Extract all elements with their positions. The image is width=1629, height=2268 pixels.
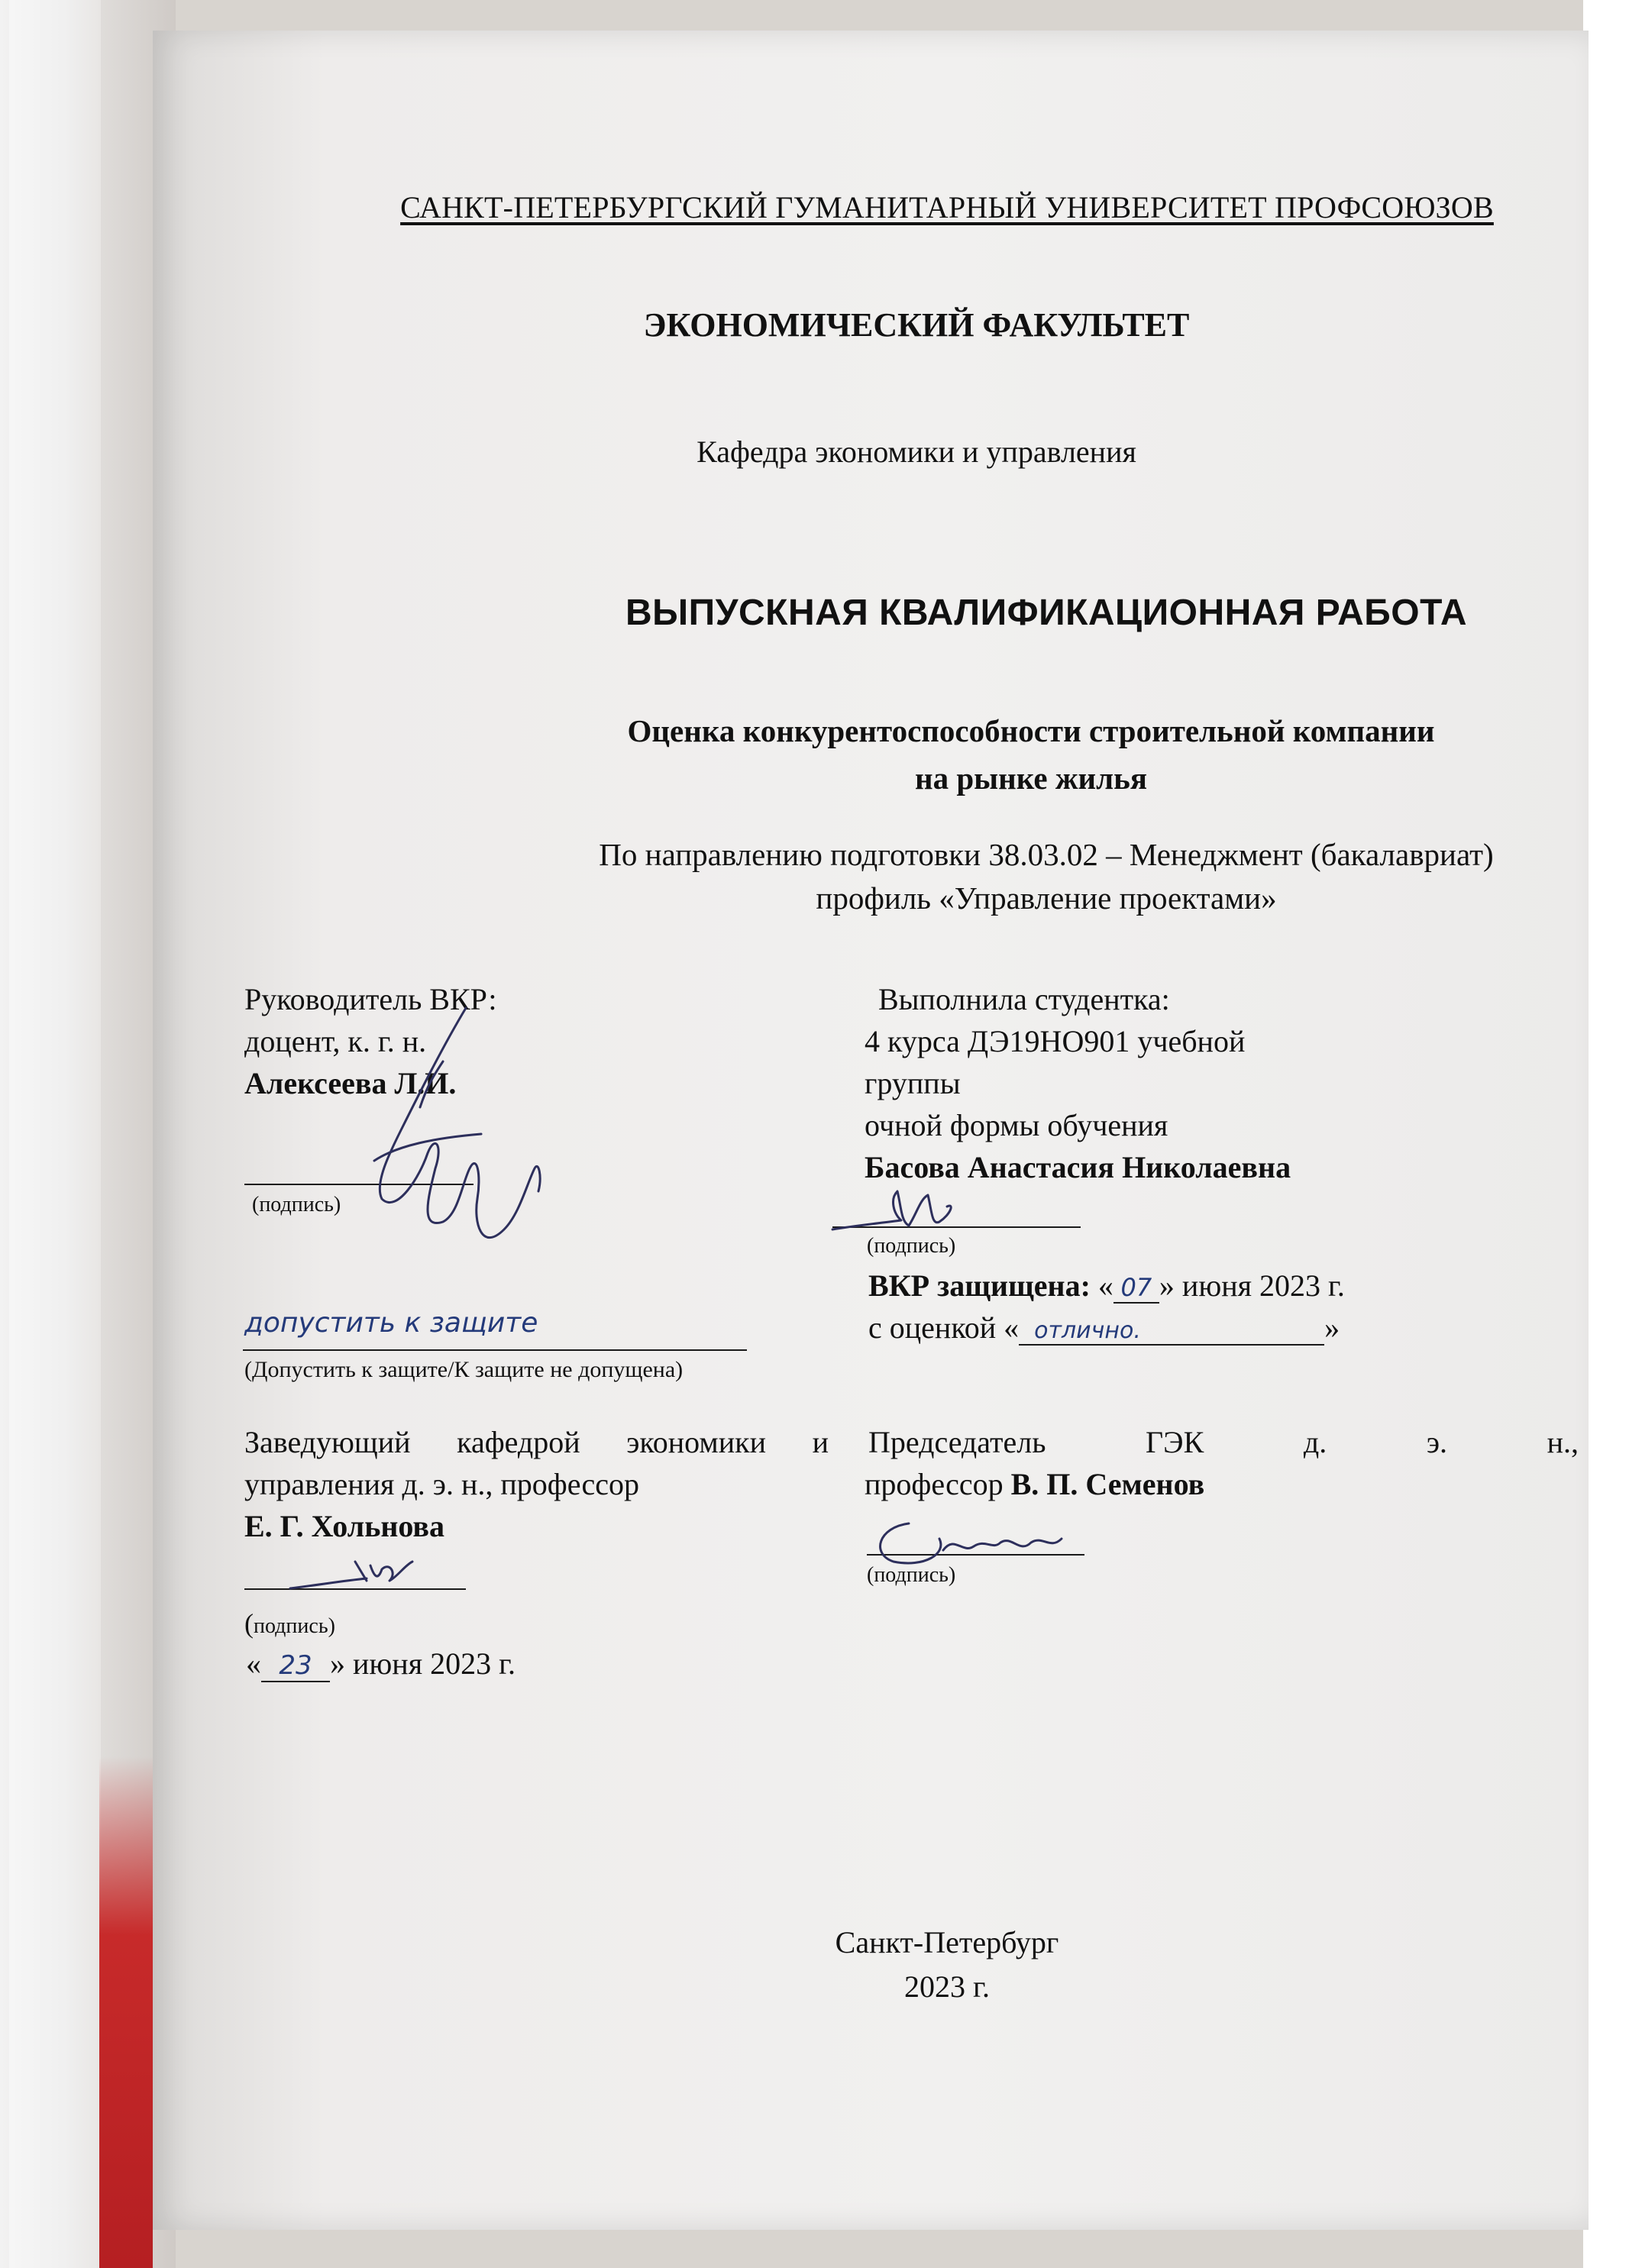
student-name: Басова Анастасия Николаевна — [865, 1150, 1291, 1184]
student-group: группы — [865, 1066, 961, 1100]
head-caption-paren: ( — [244, 1608, 254, 1639]
head-date-day: 23 — [261, 1650, 330, 1682]
student-signature — [825, 1184, 993, 1245]
defense-grade: отлично. — [1019, 1317, 1324, 1346]
chairman-position: профессор — [865, 1467, 1011, 1501]
chairman-signature-caption: (подпись) — [867, 1563, 956, 1587]
head-word-4: и — [812, 1425, 829, 1459]
defense-grade-suffix: » — [1324, 1310, 1340, 1345]
binder-cover — [9, 0, 101, 2268]
student-form: очной формы обучения — [865, 1108, 1168, 1142]
head-word-2: кафедрой — [457, 1425, 580, 1459]
work-topic-line-1: Оценка конкурентоспособности строительной компании — [627, 713, 1435, 748]
defense-day: 07 — [1113, 1273, 1159, 1304]
admission-handwritten: допустить к защите — [244, 1307, 538, 1339]
title-page — [153, 31, 1589, 2230]
student-label: Выполнила студентка: — [878, 982, 1170, 1016]
chairman-word-5: н., — [1547, 1425, 1579, 1459]
head-title-line-1 — [244, 1424, 829, 1460]
head-word-1: Заведующий — [244, 1425, 411, 1459]
defense-date-rest: » июня 2023 г. — [1159, 1268, 1345, 1303]
supervisor-name: Алексеева Л.И. — [244, 1066, 457, 1100]
supervisor-signature — [328, 1000, 573, 1291]
head-signature-caption — [244, 1607, 335, 1640]
department-name: Кафедра экономики и управления — [697, 435, 1136, 469]
defense-date-line — [868, 1268, 1345, 1304]
footer-year: 2023 г. — [904, 1969, 990, 2004]
admission-caption: (Допустить к защите/К защите не допущена) — [244, 1357, 684, 1382]
defense-grade-line — [868, 1310, 1340, 1346]
footer-city: Санкт-Петербург — [835, 1925, 1059, 1959]
supervisor-position: доцент, к. г. н. — [244, 1024, 427, 1058]
chairman-word-1: Председатель — [868, 1425, 1046, 1459]
chairman-name: В. П. Семенов — [1010, 1467, 1205, 1501]
admission-line — [243, 1349, 747, 1351]
supervisor-signature-caption: (подпись) — [252, 1193, 341, 1216]
photo-margin — [1583, 0, 1629, 2268]
head-caption-text: подпись) — [254, 1614, 335, 1638]
university-name: САНКТ-ПЕТЕРБУРГСКИЙ ГУМАНИТАРНЫЙ УНИВЕРСИТЕТ ПРОФСОЮЗОВ — [400, 190, 1494, 225]
chairman-word-3: д. — [1303, 1425, 1327, 1459]
head-date-line — [246, 1646, 516, 1682]
student-signature-caption: (подпись) — [867, 1234, 956, 1258]
chairman-word-4: э. — [1426, 1425, 1447, 1459]
work-topic-line-2: на рынке жилья — [914, 761, 1148, 796]
defense-label: ВКР защищена: — [868, 1268, 1091, 1303]
student-course: 4 курса ДЭ19НО901 учебной — [865, 1024, 1246, 1058]
faculty-name: ЭКОНОМИЧЕСКИЙ ФАКУЛЬТЕТ — [643, 306, 1190, 344]
direction-line-1: По направлению подготовки 38.03.02 – Менеджмент (бакалавриат) — [599, 837, 1494, 872]
head-date-rest: » июня 2023 г. — [330, 1646, 516, 1681]
work-type-title: ВЫПУСКНАЯ КВАЛИФИКАЦИОННАЯ РАБОТА — [625, 593, 1468, 633]
red-binding — [99, 1756, 153, 2268]
head-name: Е. Г. Хольнова — [244, 1509, 444, 1543]
chairman-word-2: ГЭК — [1146, 1425, 1204, 1459]
head-word-3: экономики — [626, 1425, 766, 1459]
defense-open-quote: « — [1097, 1268, 1113, 1303]
head-title-line-2: управления д. э. н., профессор — [244, 1467, 639, 1501]
supervisor-label: Руководитель ВКР: — [244, 982, 497, 1016]
defense-grade-prefix: с оценкой « — [868, 1310, 1020, 1345]
chairman-title-line-1 — [868, 1424, 1579, 1460]
head-signature — [283, 1546, 466, 1600]
chairman-title-line-2 — [865, 1466, 1204, 1502]
head-date-open-quote: « — [246, 1646, 261, 1681]
direction-line-2: профиль «Управление проектами» — [816, 880, 1277, 916]
